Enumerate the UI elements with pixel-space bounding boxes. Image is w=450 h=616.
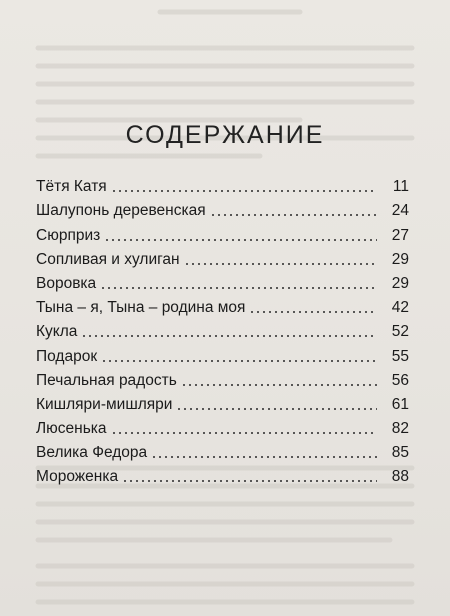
toc-entry-page-number: 27 bbox=[391, 226, 409, 244]
toc-entry-title: Люсенька bbox=[36, 420, 107, 438]
toc-entry-title: Сопливая и хулиган bbox=[36, 250, 180, 268]
toc-entry-title: Кишляри-мишляри bbox=[36, 395, 173, 413]
toc-entry bbox=[36, 196, 409, 220]
toc-entry-page-number: 61 bbox=[391, 395, 409, 413]
toc-entry-page-number: 85 bbox=[391, 444, 409, 462]
page-title: СОДЕРЖАНИЕ bbox=[125, 121, 325, 149]
dot-leader bbox=[101, 360, 377, 362]
toc-entry-title: Велика Федора bbox=[36, 444, 148, 462]
toc-entry bbox=[36, 293, 409, 317]
toc-entry-title: Тётя Катя bbox=[36, 178, 107, 196]
toc-entry bbox=[36, 245, 409, 269]
dot-leader bbox=[104, 239, 377, 241]
dot-leader bbox=[210, 214, 377, 216]
toc-entry-title: Печальная радость bbox=[36, 371, 177, 389]
toc-entry-page-number: 88 bbox=[391, 468, 409, 486]
dot-leader bbox=[81, 335, 377, 337]
toc-entry bbox=[36, 269, 409, 293]
toc-entry-page-number: 52 bbox=[391, 323, 409, 341]
toc-entry-page-number: 82 bbox=[391, 420, 409, 438]
toc-entry bbox=[36, 414, 409, 438]
toc-entry bbox=[36, 172, 409, 196]
dot-leader bbox=[249, 311, 377, 313]
dot-leader bbox=[184, 263, 377, 265]
toc-entry-title: Мороженка bbox=[36, 468, 119, 486]
dot-leader bbox=[111, 432, 377, 434]
toc-entry-title: Кукла bbox=[36, 323, 78, 341]
toc-entry-title: Подарок bbox=[36, 347, 98, 365]
toc-entry bbox=[36, 366, 409, 390]
toc-entry bbox=[36, 220, 409, 244]
toc-entry-page-number: 56 bbox=[391, 371, 409, 389]
toc-entry bbox=[36, 462, 409, 486]
toc-entry-page-number: 11 bbox=[392, 178, 409, 196]
toc-entry bbox=[36, 317, 409, 341]
dot-leader bbox=[111, 190, 377, 192]
toc-entry-title: Сюрприз bbox=[36, 226, 101, 244]
toc-entry bbox=[36, 438, 409, 462]
dot-leader bbox=[151, 456, 377, 458]
dot-leader bbox=[181, 384, 377, 386]
toc-entry bbox=[36, 390, 409, 414]
toc-entry-title: Воровка bbox=[36, 274, 97, 292]
toc-entry-page-number: 29 bbox=[391, 250, 409, 268]
dot-leader bbox=[122, 480, 377, 482]
toc-entry-page-number: 29 bbox=[391, 274, 409, 292]
table-of-contents bbox=[36, 172, 409, 486]
dot-leader bbox=[176, 408, 377, 410]
toc-entry-page-number: 42 bbox=[391, 299, 409, 317]
dot-leader bbox=[100, 287, 377, 289]
toc-entry-page-number: 55 bbox=[391, 347, 409, 365]
toc-entry-page-number: 24 bbox=[391, 202, 409, 220]
toc-entry-title: Тына – я, Тына – родина моя bbox=[36, 299, 246, 317]
toc-entry-title: Шалупонь деревенская bbox=[36, 202, 206, 220]
toc-entry bbox=[36, 341, 409, 365]
